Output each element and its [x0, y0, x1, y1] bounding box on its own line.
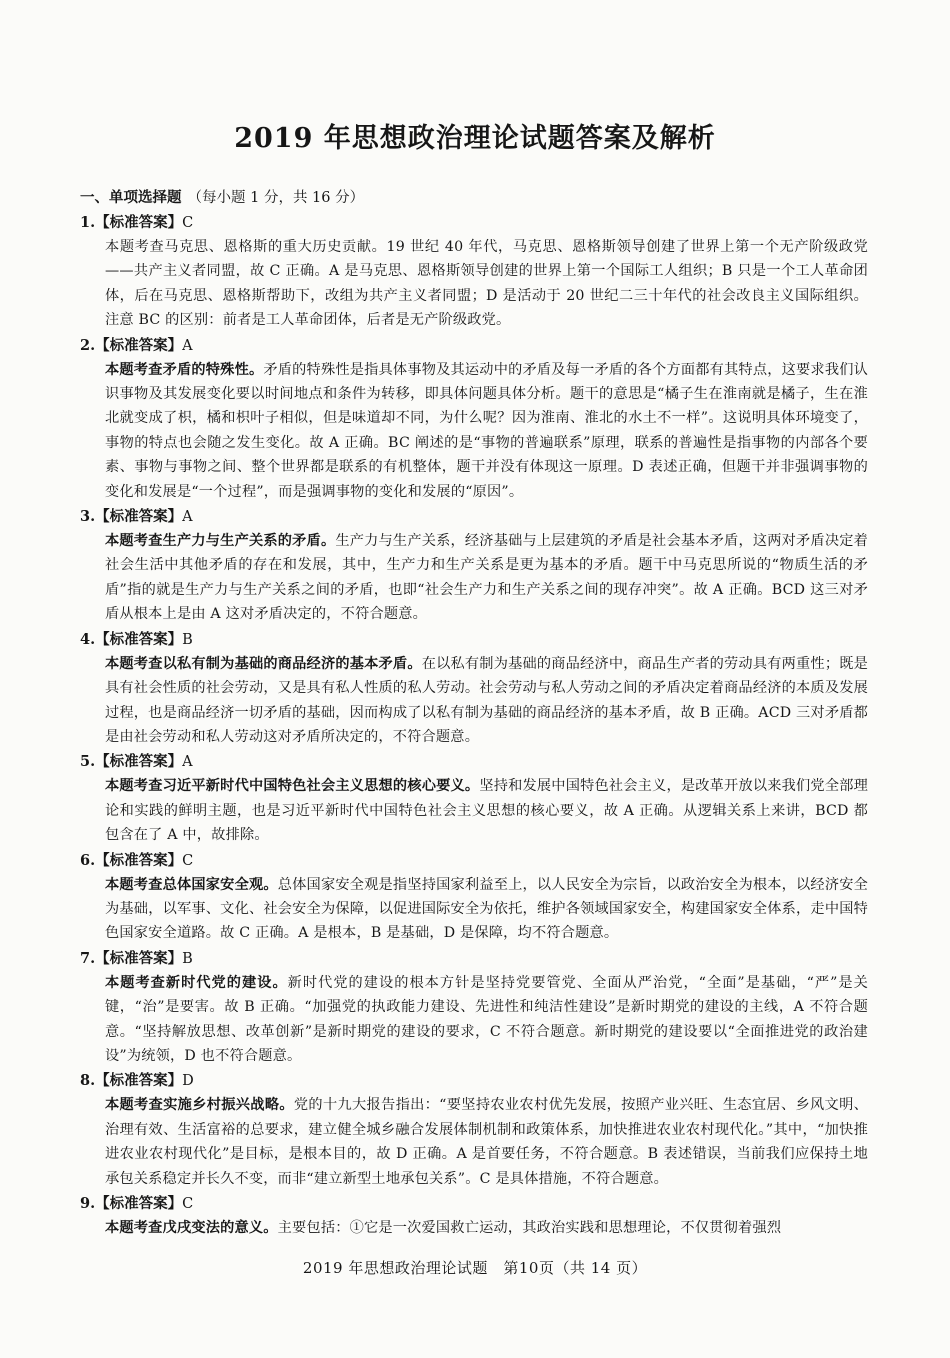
answer-label: 【标准答案】	[95, 949, 183, 967]
question-number: 5.	[80, 753, 96, 771]
explanation-paragraph	[80, 873, 868, 946]
answer-header	[80, 1069, 868, 1093]
section-heading	[80, 186, 868, 210]
explanation-text: 新时代党的建设的根本方针是坚持党要管党、全面从严治党，“全面”是基础，“严”是关键，“治”是要害。故 B 正确。“加强党的执政能力建设、先进性和纯洁性建设”是新时期党的建设的主线，A 不符合题意。“坚持解放思想、改革创新”是新时期党的建设的要求，C 不符合题意。新时期党的建设要以“全面推进党的政治建设”为统领，D 也不符合题意。	[105, 974, 868, 1064]
answer-label: 【标准答案】	[95, 214, 183, 231]
answer-content	[80, 186, 868, 1240]
answer-header	[80, 947, 868, 971]
question-number: 7.	[80, 949, 96, 967]
explanation-text: 党的十九大报告指出：“要坚持农业农村优先发展，按照产业兴旺、生态宜居、乡风文明、治理有效、生活富裕的总要求，建立健全城乡融合发展体制机制和政策体系，加快推进农业农村现代化。”其中，“加快推进农业农村现代化”是目标，是根本目的，故 D 正确。A 是首要任务，不符合题意。B 表述错误，当前我们应保持土地承包关系稳定并长久不变，而非“建立新型土地承包关系”。C 是具体措施，不符合题意。	[105, 1097, 868, 1187]
section-note: （每小题 1 分，共 16 分）	[187, 190, 365, 206]
answer-letter: B	[182, 631, 193, 648]
explanation-text: 总体国家安全观是指坚持国家利益至上，以人民安全为宗旨，以政治安全为根本，以经济安全为基础，以军事、文化、社会安全为保障，以促进国际安全为依托，维护各领域国家安全，构建国家安全体系，走中国特色国家安全道路。故 C 正确。A 是根本，B 是基础，D 是保障，均不符合题意。	[105, 876, 869, 942]
explanation-lead: 本题考查习近平新时代中国特色社会主义思想的核心要义。	[105, 778, 480, 795]
answer-label: 【标准答案】	[95, 851, 183, 869]
section-title: 一、单项选择题	[80, 189, 182, 206]
answer-label: 【标准答案】	[95, 753, 183, 771]
answer-letter: C	[182, 215, 194, 231]
explanation-text: 本题考查马克思、恩格斯的重大历史贡献。19 世纪 40 年代，马克思、恩格斯领导创建了世界上第一个无产阶级政党——共产主义者同盟，故 C 正确。A 是马克思、恩格斯领导创建的世界上第一个国际工人组织；B 只是一个工人革命团体，后在马克思、恩格斯帮助下，改组为共产主义者同盟；D 是活动于 20 世纪二三十年代的社会改良主义国际组织。注意 BC 的区别：前者是工人革命团体，后者是无产阶级政党。	[105, 239, 868, 329]
question-number: 4.	[80, 630, 96, 648]
question-number: 9.	[80, 1195, 96, 1212]
answer-label: 【标准答案】	[95, 630, 183, 648]
question-number: 3.	[80, 508, 96, 526]
answer-header	[80, 628, 868, 652]
explanation-paragraph	[80, 1216, 868, 1240]
explanation-lead: 本题考查以私有制为基础的商品经济的基本矛盾。	[105, 655, 422, 672]
answer-letter: A	[182, 754, 193, 771]
answer-letter: C	[182, 1196, 194, 1212]
explanation-paragraph	[80, 652, 868, 750]
explanation-paragraph	[80, 358, 868, 504]
explanation-lead: 本题考查实施乡村振兴战略。	[105, 1097, 294, 1114]
answer-label: 【标准答案】	[95, 336, 183, 354]
answer-header	[80, 1192, 868, 1216]
explanation-text: 在以私有制为基础的商品经济中，商品生产者的劳动具有两重性；既是具有社会性质的社会劳动，又是具有私人性质的私人劳动。社会劳动与私人劳动之间的矛盾决定着商品经济的本质及发展过程，也是商品经济一切矛盾的基础，因而构成了以私有制为基础的商品经济的基本矛盾，故 B 正确。ACD 三对矛盾都是由社会劳动和私人劳动这对矛盾所决定的，不符合题意。	[105, 655, 868, 745]
explanation-lead: 本题考查戊戌变法的意义。	[105, 1220, 278, 1236]
explanation-text: 坚持和发展中国特色社会主义，是改革开放以来我们党全部理论和实践的鲜明主题，也是习近平新时代中国特色社会主义思想的核心要义，故 A 正确。从逻辑关系上来讲，BCD 都包含在了 A 中，故排除。	[105, 778, 869, 844]
answer-header	[80, 334, 868, 358]
answer-label: 【标准答案】	[95, 1195, 183, 1212]
answer-header	[80, 849, 868, 873]
question-number: 8.	[80, 1072, 96, 1090]
explanation-text: 生产力与生产关系，经济基础与上层建筑的矛盾是社会基本矛盾，这两对矛盾决定着社会生活中其他矛盾的存在和发展，其中，生产力和生产关系是更为基本的矛盾。题干中马克思所说的“物质生活的矛盾”指的就是生产力与生产关系之间的矛盾，也即“社会生产力和生产关系之间的现存冲突”。故 A 正确。BCD 这三对矛盾从根本上是由 A 这对矛盾决定的，不符合题意。	[105, 533, 868, 623]
explanation-paragraph	[80, 235, 868, 333]
explanation-paragraph	[80, 971, 868, 1069]
answer-header	[80, 505, 868, 529]
answer-letter: A	[182, 509, 193, 526]
question-number: 1.	[80, 214, 96, 231]
answer-header	[80, 750, 868, 774]
answer-label: 【标准答案】	[95, 1072, 183, 1090]
explanation-text: 主要包括：①它是一次爱国救亡运动，其政治实践和思想理论，不仅贯彻着强烈	[277, 1220, 782, 1236]
answer-letter: C	[182, 852, 194, 869]
answer-letter: D	[182, 1073, 194, 1090]
explanation-paragraph	[80, 529, 868, 627]
explanation-lead: 本题考查总体国家安全观。	[105, 876, 278, 893]
answer-letter: A	[182, 337, 193, 354]
explanation-text: 矛盾的特殊性是指具体事物及其运动中的矛盾及每一矛盾的各个方面都有其特点，这要求我们认识事物及其发展变化要以时间地点和条件为转移，即具体问题具体分析。题干的意思是“橘子生在淮南就是橘子，生在淮北就变成了枳，橘和枳叶子相似，但是味道却不同，为什么呢？因为淮南、淮北的水土不一样”。这说明具体环境变了，事物的特点也会随之发生变化。故 A 正确。BC 阐述的是“事物的普遍联系”原理，联系的普遍性是指事物的内部各个要素、事物与事物之间、整个世界都是联系的有机整体，题干并没有体现这一原理。D 表述正确，但题干并非强调事物的变化和发展是“一个过程”，而是强调事物的变化和发展的“原因”。	[105, 361, 868, 500]
question-number: 6.	[80, 851, 96, 869]
answer-header	[80, 211, 868, 235]
page-footer: 2019 年思想政治理论试题 第10页（共 14 页）	[302, 1259, 648, 1277]
answer-label: 【标准答案】	[95, 508, 183, 526]
explanation-paragraph	[80, 774, 868, 847]
explanation-lead: 本题考查矛盾的特殊性。	[105, 361, 264, 378]
explanation-lead: 本题考查新时代党的建设。	[105, 974, 288, 991]
question-list	[80, 211, 868, 1240]
explanation-paragraph	[80, 1093, 868, 1191]
answer-letter: B	[182, 950, 193, 967]
explanation-lead: 本题考查生产力与生产关系的矛盾。	[105, 533, 336, 550]
page-title: 2019 年思想政治理论试题答案及解析	[234, 123, 716, 154]
question-number: 2.	[80, 336, 96, 354]
